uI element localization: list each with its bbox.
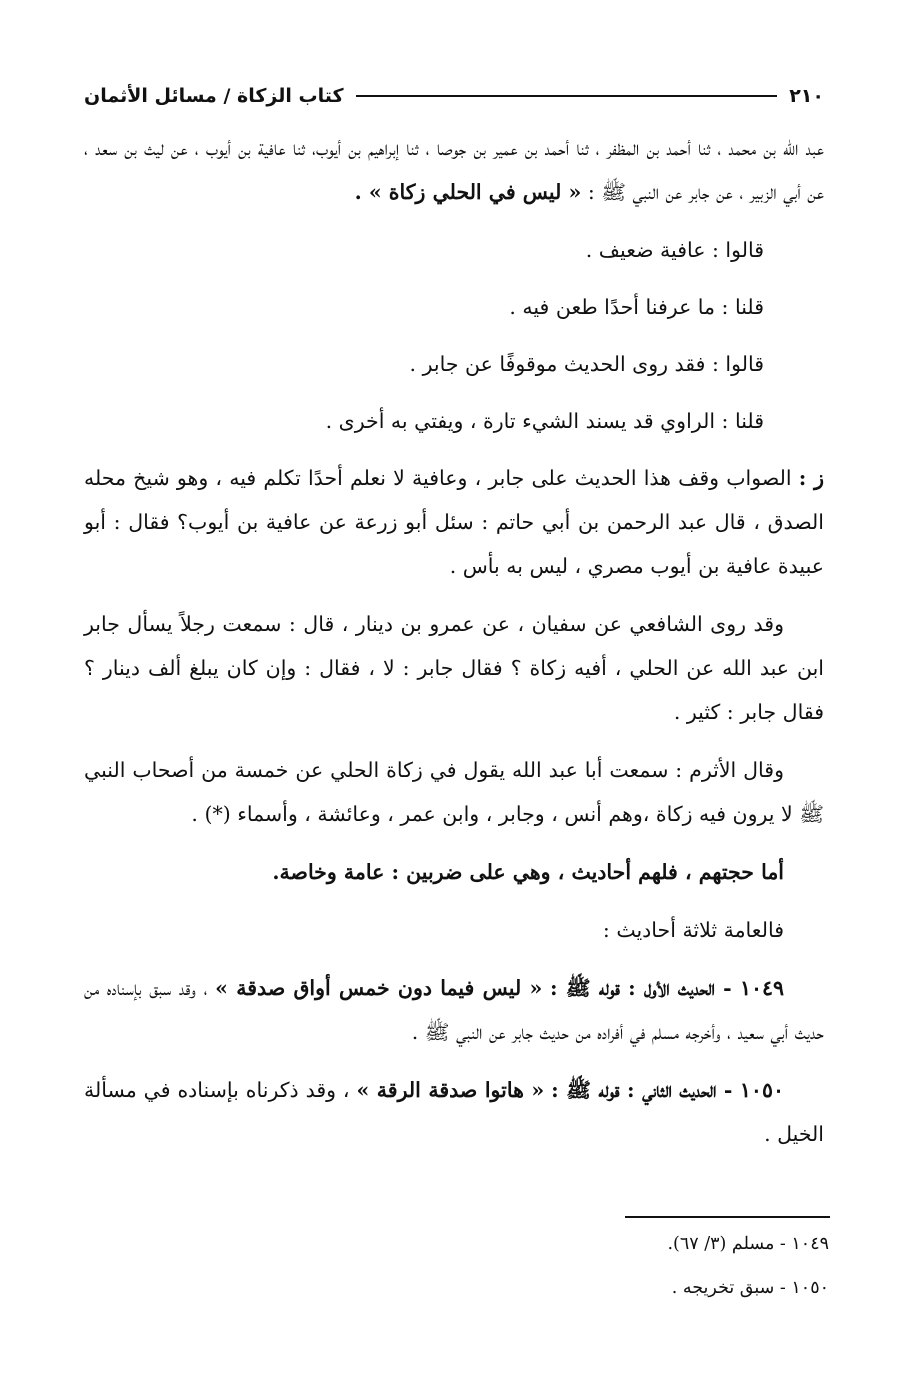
header-rule (356, 95, 778, 97)
commentary-marker: ز : (798, 466, 824, 490)
paragraph-reply-1: قلنا : ما عرفنا أحدًا طعن فيه . (509, 295, 764, 319)
footnotes (84, 1226, 829, 1314)
page-header (84, 78, 824, 114)
paragraph-shafii: وقد روى الشافعي عن سفيان ، عن عمرو بن دينار ، قال : سمعت رجلاً يسأل جابر ابن عبد الله عن الحلي ، أفيه زكاة ؟ فقال جابر : لا ، فقال : وإن كان يبلغ ألف دينار ؟ فقال جابر : كثير . (84, 612, 824, 724)
hadith-quote: « ليس فيما دون خمس أواق صدقة » (215, 976, 543, 1000)
footnote-separator (625, 1216, 830, 1218)
footnote-1050: ١٠٥٠ - سبق تخريجه . (671, 1278, 829, 1298)
main-text (84, 126, 824, 1170)
hadith-quote: « هاتوا صدقة الرقة » (356, 1078, 545, 1102)
paragraph-commentary: ز : الصواب وقف هذا الحديث على جابر ، وعافية لا نعلم أحدًا تكلم فيه ، وهو شيخ محله الصدق ، قال عبد الرحمن بن أبي حاتم : سئل أبو زرعة عن عافية بن أيوب؟ فقال : أبو عبيدة عافية بن أيوب مصري ، ليس به بأس . (84, 466, 824, 578)
paragraph-reply-2: قلنا : الراوي قد يسند الشيء تارة ، ويفتي به أخرى . (325, 409, 764, 433)
paragraph-general: فالعامة ثلاثة أحاديث : (602, 918, 784, 942)
hadith-quote: « ليس في الحلي زكاة » . (354, 180, 582, 204)
paragraph-athram: وقال الأثرم : سمعت أبا عبد الله يقول في زكاة الحلي عن خمسة من أصحاب النبي ﷺ لا يرون فيه زكاة ،وهم أنس ، وجابر ، وابن عمر ، وعائشة ، وأسماء (*) . (84, 758, 824, 826)
paragraph-objection-2: قالوا : فقد روى الحديث موقوفًا عن جابر . (409, 352, 764, 376)
paragraph-evidence: أما حجتهم ، فلهم أحاديث ، وهي على ضربين : عامة وخاصة. (272, 860, 784, 884)
running-title: كتاب الزكاة / مسائل الأثمان (84, 85, 344, 107)
paragraph-hadith-1049: ١٠٤٩ - الحديث الأول : قوله ﷺ : « ليس فيما دون خمس أواق صدقة » ، وقد سبق بإسناده من حديث أبي سعيد ، وأخرجه مسلم في أفراده من حديث جابر عن النبي ﷺ . (84, 976, 824, 1044)
footnote-1049: ١٠٤٩ - مسلم (٣/ ٦٧). (667, 1234, 829, 1254)
paragraph-objection-1: قالوا : عافية ضعيف . (585, 238, 764, 262)
page-number: ٢١٠ (789, 85, 824, 107)
paragraph-hadith-1050: ١٠٥٠ - الحديث الثاني : قوله ﷺ : « هاتوا صدقة الرقة » ، وقد ذكرناه بإسناده في مسألة الخيل . (84, 1078, 824, 1146)
paragraph-isnad: عبد الله بن محمد ، ثنا أحمد بن المظفر ، ثنا أحمد بن عمير بن جوصا ، ثنا إبراهيم بن أيوب، ثنا عافية بن أيوب ، عن ليث بن سعد ، عن أبي الزبير ، عن جابر عن النبي ﷺ : « ليس في الحلي زكاة » . (84, 136, 824, 204)
